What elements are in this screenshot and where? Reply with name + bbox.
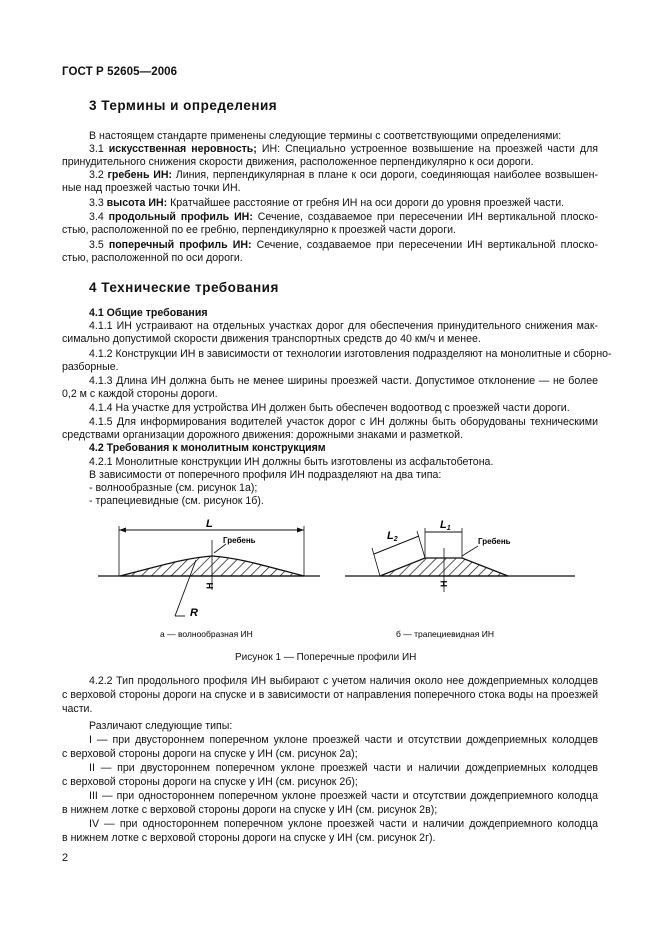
para-4-1-1-line-1: 4.1.1 ИН устраивают на отдельных участках дорог для обеспечения принудительного снижения мак- <box>89 320 598 332</box>
para-4-1-1-line-2: симально допустимой скорости движения транспортных средств до 40 км/ч и менее. <box>62 333 481 345</box>
para-4-1-2-line-1: 4.1.2 Конструкции ИН в зависимости от технологии изготовления подразделяют на монолитные и сборно- <box>89 348 612 360</box>
caption-a: а — волнообразная ИН <box>160 629 253 639</box>
dimension-L-arrow-left <box>119 528 126 533</box>
type-IV-line-1: IV — при одностороннем поперечном уклоне проезжей части и наличии дождеприемного колодца <box>89 818 598 830</box>
figure-1 <box>90 518 590 643</box>
type-wave-item: - волнообразные (см. рисунок 1а); <box>89 482 258 494</box>
subsection-4-1-title: 4.1 Общие требования <box>89 307 208 319</box>
subsection-4-2-title: 4.2 Требования к монолитным конструкциям <box>89 442 326 454</box>
type-III-line-1: III — при одностороннем поперечном уклоне проезжей части и отсутствии дождеприемного колодца <box>89 790 598 802</box>
figure-1-drawing <box>90 518 590 643</box>
label-L1: L1 <box>440 519 451 532</box>
term-3-1-line-1 <box>89 143 598 156</box>
crest-leader-a <box>214 544 226 553</box>
dimension-L2-right-ext <box>417 531 425 558</box>
caption-b: б — трапециевидная ИН <box>396 629 494 639</box>
type-I-line-2: с верховой стороны дороги на спуске у ИН (см. рисунок 2а); <box>62 748 358 760</box>
para-4-1-3-line-1: 4.1.3 Длина ИН должна быть не менее ширины проезжей части. Допустимое отклонение — не более <box>89 375 598 387</box>
types-intro: Различают следующие типы: <box>89 720 233 732</box>
crest-leader-b <box>462 546 478 556</box>
term-3-3-number: 3.3 <box>89 197 107 209</box>
term-3-1-definition: ИН: Специально устроенное возвышение на проезжей части для <box>256 143 598 155</box>
term-3-2-line-2: ные над проезжей частью точки ИН. <box>62 182 241 194</box>
term-3-5-definition: Сечение, создаваемое при пересечении ИН вертикальной плоско- <box>251 239 598 251</box>
term-3-5-line-2: стью, расположенной по оси дороги. <box>62 252 243 264</box>
section-3-intro: В настоящем стандарте применены следующие термины с соответствующими определениями: <box>89 130 562 142</box>
label-R: R <box>190 607 198 619</box>
para-4-1-4: 4.1.4 На участке для устройства ИН должен быть обеспечен водоотвод с проезжей части дороги. <box>89 402 570 414</box>
para-4-2-2-line-3: части. <box>62 703 93 715</box>
page-number: 2 <box>62 852 69 864</box>
label-crest-b: Гребень <box>478 537 511 546</box>
trapezoid-profile <box>345 519 575 592</box>
term-3-5-term: поперечный профиль ИН: <box>108 239 252 251</box>
section-4-title: 4 Технические требования <box>89 280 279 295</box>
document-header: ГОСТ Р 52605—2006 <box>62 66 178 78</box>
label-L: L <box>206 518 213 530</box>
para-4-1-2-line-2: разборные. <box>62 361 119 373</box>
term-3-4-number: 3.4 <box>89 211 109 223</box>
para-4-2-1-types: В зависимости от поперечного профиля ИН подразделяют на два типа: <box>89 469 442 481</box>
term-3-1-term: искусственная неровность; <box>108 143 257 155</box>
para-4-1-5-line-2: средствами организации дорожного движения: дорожными знаками и разметкой. <box>62 429 464 441</box>
term-3-4-line-2: стью, расположенной по ее гребню, перпендикулярно к проезжей части дороги. <box>62 224 456 236</box>
para-4-2-2-line-1: 4.2.2 Тип продольного профиля ИН выбирают с учетом наличия около нее дождеприемных колодцев <box>89 675 598 687</box>
term-3-3-definition: Кратчайшее расстояние от гребня ИН на оси дороги до уровня проезжей части. <box>167 197 565 209</box>
term-3-1-number: 3.1 <box>89 143 109 155</box>
term-3-2-definition: Линия, перпендикулярная в плане к оси дороги, соединяющая наиболее возвышен- <box>172 169 599 181</box>
type-III-line-2: в нижнем лотке с верховой стороны дороги на спуске у ИН (см. рисунок 2в); <box>62 804 438 816</box>
figure-1-caption: Рисунок 1 — Поперечные профили ИН <box>235 652 417 663</box>
label-H-b: H <box>439 580 449 587</box>
dimension-L-arrow-right <box>297 528 304 533</box>
type-I-line-1: I — при двустороннем поперечном уклоне проезжей части и отсутствии дождеприемных колодцев <box>89 734 598 746</box>
para-4-1-5-line-1: 4.1.5 Для информирования водителей участок дорог с ИН должны быть оборудованы техническими <box>89 416 598 428</box>
term-3-4-line-1 <box>89 211 598 224</box>
term-3-2-term: гребень ИН: <box>107 169 173 181</box>
type-II-line-2: с верховой стороны дороги на спуске у ИН (см. рисунок 2б); <box>62 776 358 788</box>
para-4-2-2-line-2: с верховой стороны дороги на спуске и в зависимости от направления поперечного стока воды на проезжей <box>62 689 598 701</box>
label-H-a: H <box>205 582 215 589</box>
term-3-2-number: 3.2 <box>89 169 108 181</box>
term-3-4-term: продольный профиль ИН: <box>108 211 253 223</box>
para-4-1-3-line-2: 0,2 м с каждой стороны дороги. <box>62 388 218 400</box>
type-IV-line-2: в нижнем лотке с верховой стороны дороги на спуске у ИН (см. рисунок 2г). <box>62 832 436 844</box>
term-3-5-number: 3.5 <box>89 239 109 251</box>
term-3-4-definition: Сечение, создаваемое при пересечении ИН вертикальной плоско- <box>252 211 598 223</box>
term-3-1-line-2: принудительного снижения скорости движения, расположенное перпендикулярно к оси дороги. <box>62 156 534 168</box>
term-3-3-term: высота ИН: <box>106 197 168 209</box>
term-3-2-line-1 <box>89 169 598 182</box>
section-3-title: 3 Термины и определения <box>89 98 278 113</box>
type-II-line-1: II — при двустороннем поперечном уклоне проезжей части и наличии дождеприемных колодцев <box>89 762 598 774</box>
term-3-3-line-1 <box>89 197 564 210</box>
para-4-2-1: 4.2.1 Монолитные конструкции ИН должны быть изготовлены из асфальтобетона. <box>89 456 494 468</box>
term-3-5-line-1 <box>89 239 598 252</box>
wave-profile <box>98 518 320 619</box>
label-L2: L2 <box>387 530 398 543</box>
type-trapezoid-item: - трапециевидные (см. рисунок 1б). <box>89 495 264 507</box>
label-crest-a: Гребень <box>223 536 256 545</box>
